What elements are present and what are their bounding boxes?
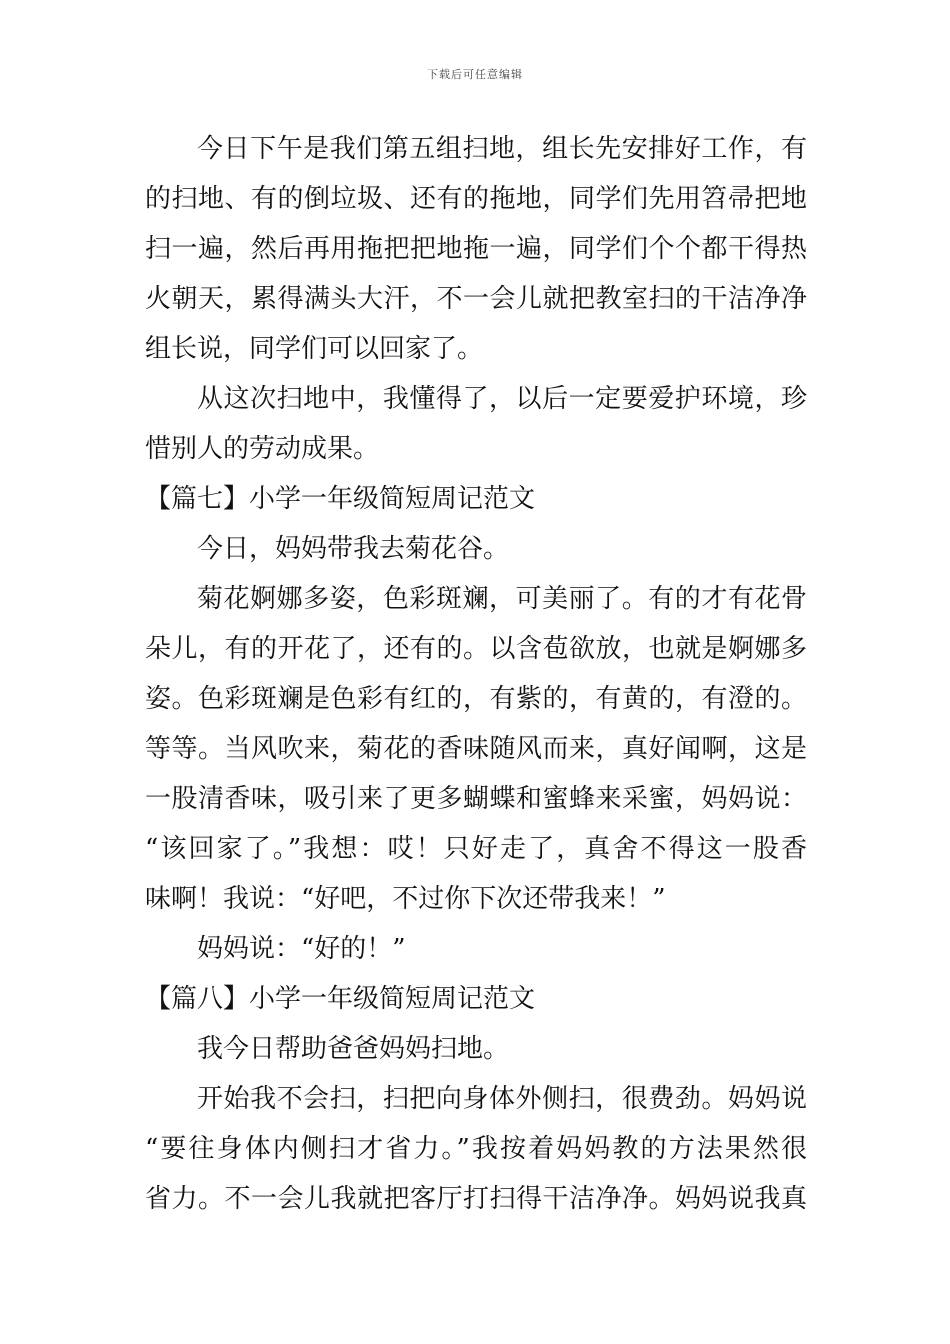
text-line: 妈妈说：“好的！” [197, 934, 406, 964]
text-line: 省力。不一会儿我就把客厅打扫得干洁净净。妈妈说我真 [145, 1184, 807, 1214]
text-line: 今日，妈妈带我去菊花谷。 [197, 534, 510, 564]
text-line: 味啊！我说：“好吧，不过你下次还带我来！” [145, 884, 666, 914]
text-line: 扫一遍，然后再用拖把把地拖一遍，同学们个个都干得热 [145, 234, 807, 264]
text-line: 菊花婀娜多姿，色彩斑斓，可美丽了。有的才有花骨 [197, 584, 807, 614]
text-line: 一股清香味，吸引来了更多蝴蝶和蜜蜂来采蜜，妈妈说： [145, 784, 807, 814]
text-line: 今日下午是我们第五组扫地，组长先安排好工作，有 [197, 134, 807, 164]
document-body [145, 124, 807, 1224]
text-line: “要往身体内侧扫才省力。”我按着妈妈教的方法果然很 [145, 1134, 807, 1164]
text-line: 惜别人的劳动成果。 [145, 434, 380, 464]
text-line: 火朝天，累得满头大汗，不一会儿就把教室扫的干洁净净 [145, 284, 807, 314]
text-line: 我今日帮助爸爸妈妈扫地。 [197, 1034, 510, 1064]
section-heading: 【篇八】小学一年级简短周记范文 [145, 984, 536, 1014]
text-line: “该回家了。”我想：哎！只好走了，真舍不得这一股香 [145, 834, 807, 864]
text-line: 朵儿，有的开花了，还有的。以含苞欲放，也就是婀娜多 [145, 634, 807, 664]
text-line: 从这次扫地中，我懂得了，以后一定要爱护环境，珍 [197, 384, 807, 414]
text-line: 姿。色彩斑斓是色彩有红的，有紫的，有黄的，有澄的。 [145, 684, 807, 714]
section-heading: 【篇七】小学一年级简短周记范文 [145, 484, 536, 514]
text-line: 开始我不会扫，扫把向身体外侧扫，很费劲。妈妈说 [197, 1084, 807, 1114]
text-line: 组长说，同学们可以回家了。 [145, 334, 484, 364]
text-line: 等等。当风吹来，菊花的香味随风而来，真好闻啊，这是 [145, 734, 807, 764]
header-note: 下载后可任意编辑 [427, 68, 523, 81]
text-line: 的扫地、有的倒垃圾、还有的拖地，同学们先用笤帚把地 [145, 184, 807, 214]
